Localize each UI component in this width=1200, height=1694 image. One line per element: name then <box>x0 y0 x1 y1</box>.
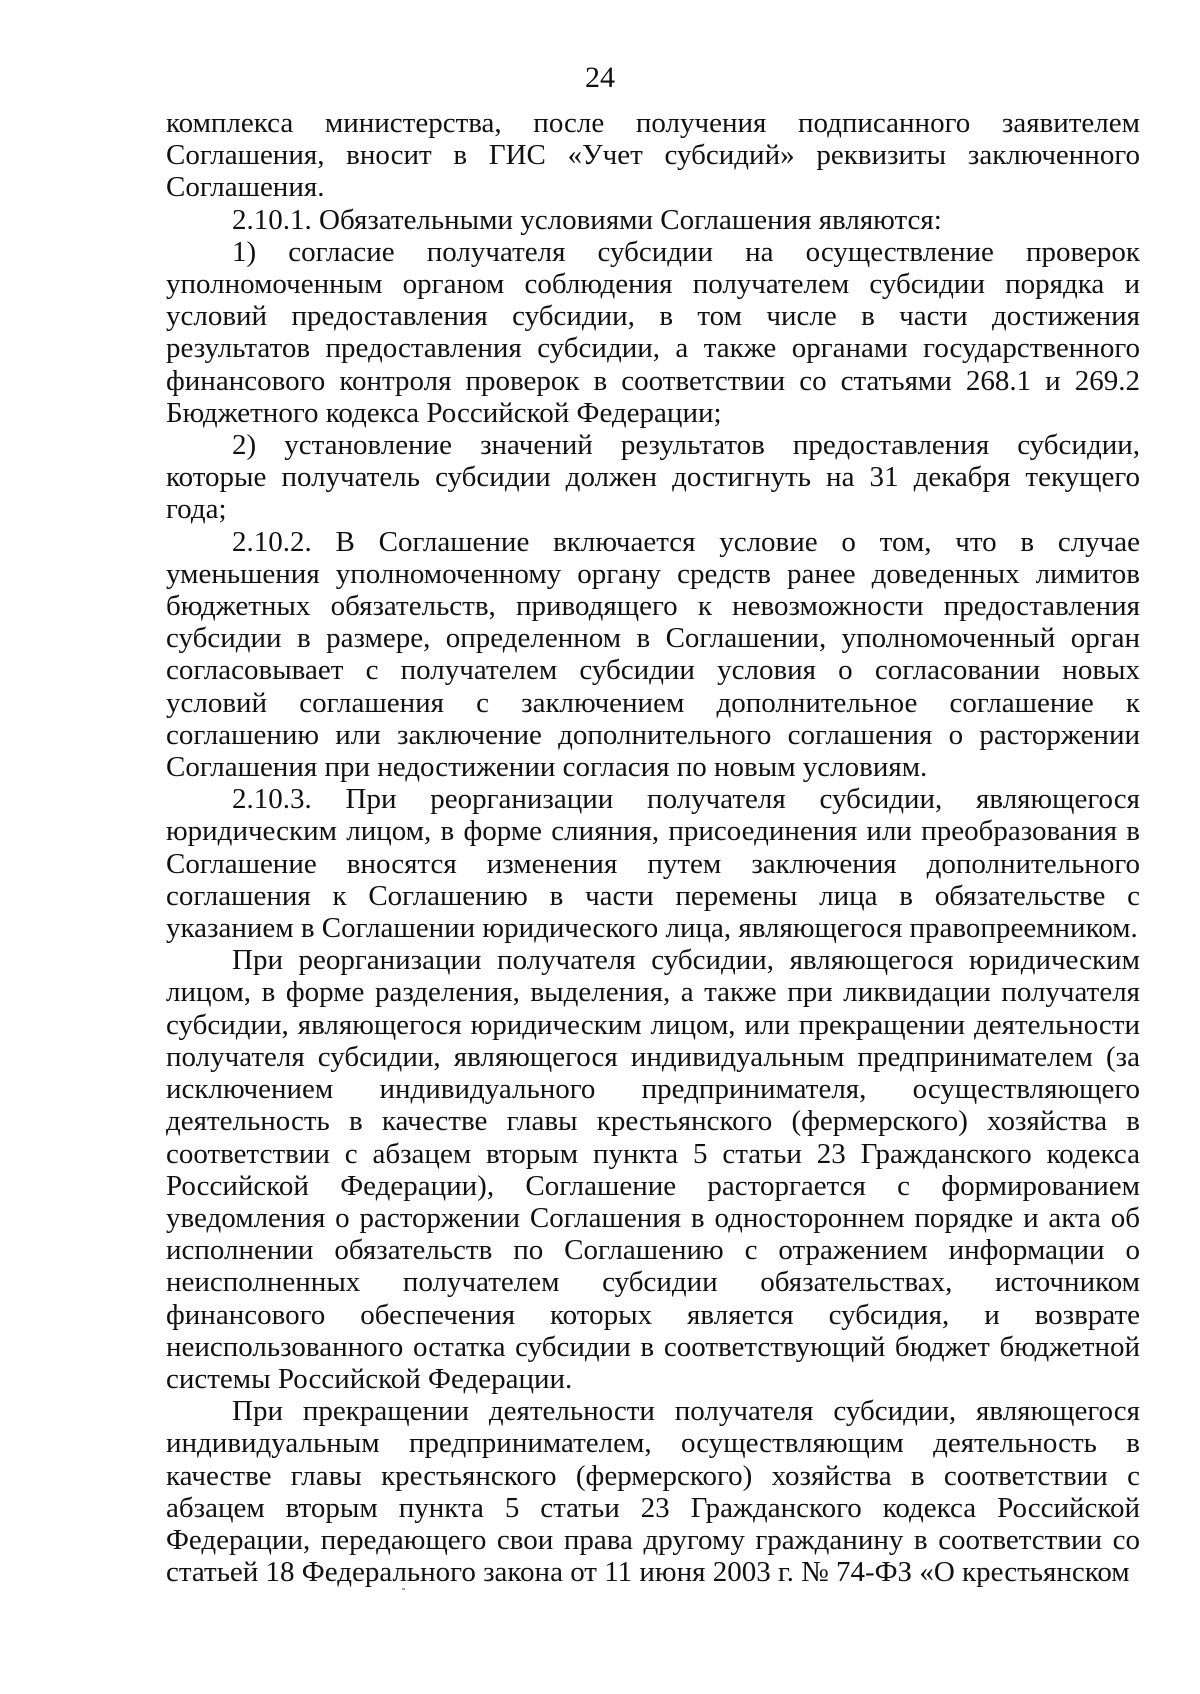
paragraph: 1) согласие получателя субсидии на осуществление проверок уполномоченным органом соблюдения получателем субсидии порядка и условий предоставления субсидии, в том числе в части достижения результатов предоставления субсидии, а также органами государственного финансового контроля проверок в соответствии со статьями 268.1 и 269.2 Бюджетного кодекса Российской Федерации; <box>166 235 1140 429</box>
page-number: 24 <box>585 61 615 94</box>
scan-dust-mark <box>402 1588 405 1590</box>
paragraph: 2) установление значений результатов предоставления субсидии, которые получатель субсидии должен достигнуть на 31 декабря текущего года; <box>166 429 1140 526</box>
paragraph: При реорганизации получателя субсидии, являющегося юридическим лицом, в форме разделения, выделения, а также при ликвидации получателя субсидии, являющегося юридическим лицом, или прекращении деятельности получателя субсидии, являющегося индивидуальным предпринимателем (за исключением индивидуального предпринимателя, осуществляющего деятельность в качестве главы крестьянского (фермерского) хозяйства в соответствии с абзацем вторым пункта 5 статьи 23 Гражданского кодекса Российской Федерации), Соглашение расторгается с формированием уведомления о расторжении Соглашения в одностороннем порядке и акта об исполнении обязательств по Соглашению с отражением информации о неисполненных получателем субсидии обязательствах, источником финансового обеспечения которых является субсидия, и возврате неиспользованного остатка субсидии в соответствующий бюджет бюджетной системы Российской Федерации. <box>166 944 1140 1395</box>
paragraph: комплекса министерства, после получения подписанного заявителем Соглашения, вносит в ГИС «Учет субсидий» реквизиты заключенного Соглашения. <box>166 107 1140 204</box>
paragraph: 2.10.3. При реорганизации получателя субсидии, являющегося юридическим лицом, в форме слияния, присоединения или преобразования в Соглашение вносятся изменения путем заключения дополнительного соглашения к Соглашению в части перемены лица в обязательстве с указанием в Соглашении юридического лица, являющегося правопреемником. <box>166 783 1140 945</box>
document-body <box>166 107 1140 1588</box>
paragraph: 2.10.1. Обязательными условиями Соглашения являются: <box>232 203 942 236</box>
paragraph: 2.10.2. В Соглашение включается условие о том, что в случае уменьшения уполномоченному органу средств ранее доведенных лимитов бюджетных обязательств, приводящего к невозможности предоставления субсидии в размере, определенном в Соглашении, уполномоченный орган согласовывает с получателем субсидии условия о согласовании новых условий соглашения с заключением дополнительное соглашение к соглашению или заключение дополнительного соглашения о расторжении Соглашения при недостижении согласия по новым условиям. <box>166 525 1140 784</box>
paragraph: При прекращении деятельности получателя субсидии, являющегося индивидуальным предпринимателем, осуществляющим деятельность в качестве главы крестьянского (фермерского) хозяйства в соответствии с абзацем вторым пункта 5 статьи 23 Гражданского кодекса Российской Федерации, передающего свои права другому гражданину в соответствии со статьей 18 Федерального закона от 11 июня 2003 г. № 74-ФЗ «О крестьянском <box>166 1395 1140 1589</box>
